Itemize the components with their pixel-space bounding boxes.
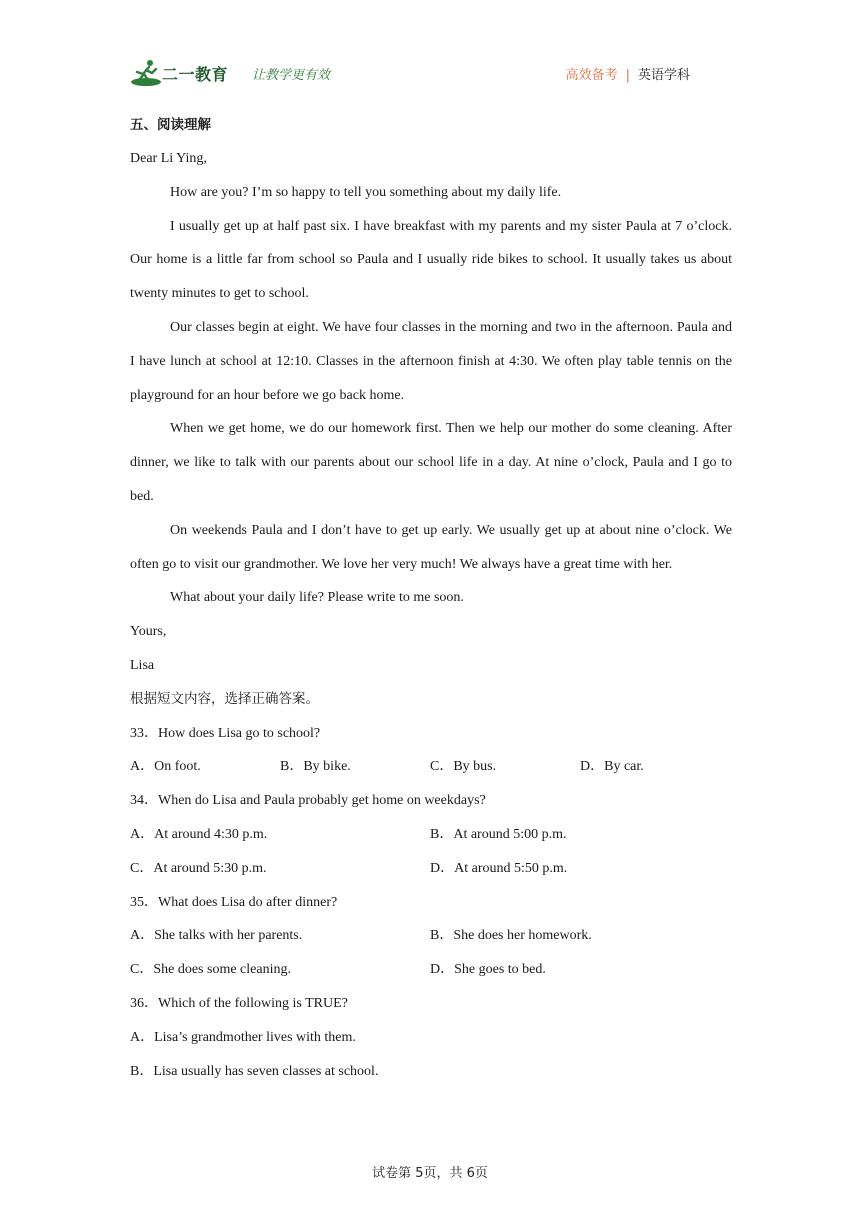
question-stem: 35．What does Lisa do after dinner? [130, 894, 338, 910]
letter-greeting: Dear Li Ying, [130, 151, 207, 166]
letter-paragraph: I usually get up at half past six. I have breakfast with my parents and my sister Paula at 7 o’clock. Our home is a little far from school so Paula and I usually ride bikes to school. It usually takes us about twenty minutes to get to school. [130, 218, 732, 302]
question-stem: 33．How does Lisa go to school? [130, 725, 321, 741]
letter-paragraph: When we get home, we do our homework first. Then we help our mother do some cleaning. After dinner, we like to talk with our parents about our school life in a day. At nine o’clock, Paula and I go to bed. [130, 421, 732, 504]
page-footer: 试卷第 5页，共 6页 [372, 1166, 488, 1181]
answer-option: C．By bus. [430, 759, 497, 775]
header-separator: | [625, 68, 630, 83]
letter-closing: Yours, [130, 624, 167, 640]
answer-option: B．Lisa usually has seven classes at school. [130, 1063, 379, 1079]
question-options [130, 919, 732, 953]
answer-option: B．By bike. [280, 759, 351, 775]
section-title: 五、阅读理解 [130, 117, 211, 133]
letter-paragraph: How are you? I’m so happy to tell you something about my daily life. [170, 184, 562, 200]
question-stem: 34．When do Lisa and Paula probably get home on weekdays? [130, 793, 486, 809]
runner-logo-icon [130, 58, 164, 88]
answer-option: A．Lisa’s grandmother lives with them. [130, 1029, 356, 1045]
question-stem: 36．Which of the following is TRUE? [130, 995, 348, 1011]
question-options [130, 852, 732, 886]
answer-option: B．She does her homework. [430, 928, 592, 944]
answer-option: A．She talks with her parents. [130, 928, 303, 944]
answer-option: A．At around 4:30 p.m. [130, 826, 268, 842]
answer-option: D．By car. [580, 759, 644, 775]
answer-option: B．At around 5:00 p.m. [430, 826, 567, 842]
slogan: 让教学更有效 [252, 68, 331, 83]
logo-text: 二一教育 [162, 65, 229, 84]
header-tags [566, 64, 690, 83]
header-tag-subject: 英语学科 [637, 68, 690, 83]
page-header [130, 58, 730, 88]
answer-option: A．On foot. [130, 759, 201, 775]
question-options [130, 818, 732, 852]
answer-option: D．She goes to bed. [430, 962, 546, 978]
answer-option: C．She does some cleaning. [130, 962, 291, 978]
header-tag-prep: 高效备考 [565, 68, 618, 83]
question-options [130, 750, 732, 784]
letter-paragraph: What about your daily life? Please write to me soon. [170, 590, 464, 606]
letter-paragraph: Our classes begin at eight. We have four classes in the morning and two in the afternoon. Paula and I have lunch at school at 12:10. Classes in the afternoon finish at 4:30. We often play table tennis on the playground for an hour before we go back home. [130, 319, 732, 403]
letter-paragraph: On weekends Paula and I don’t have to get up early. We usually get up at about nine o’clock. We often go to visit our grandmother. We love her very much! We always have a great time with her. [130, 522, 732, 572]
logo [130, 58, 250, 88]
instruction: 根据短文内容，选择正确答案。 [130, 690, 319, 707]
answer-option: D．At around 5:50 p.m. [430, 860, 568, 876]
answer-option: C．At around 5:30 p.m. [130, 860, 267, 876]
document-body [130, 108, 732, 1088]
question-options [130, 953, 732, 987]
letter-signature: Lisa [130, 657, 155, 673]
